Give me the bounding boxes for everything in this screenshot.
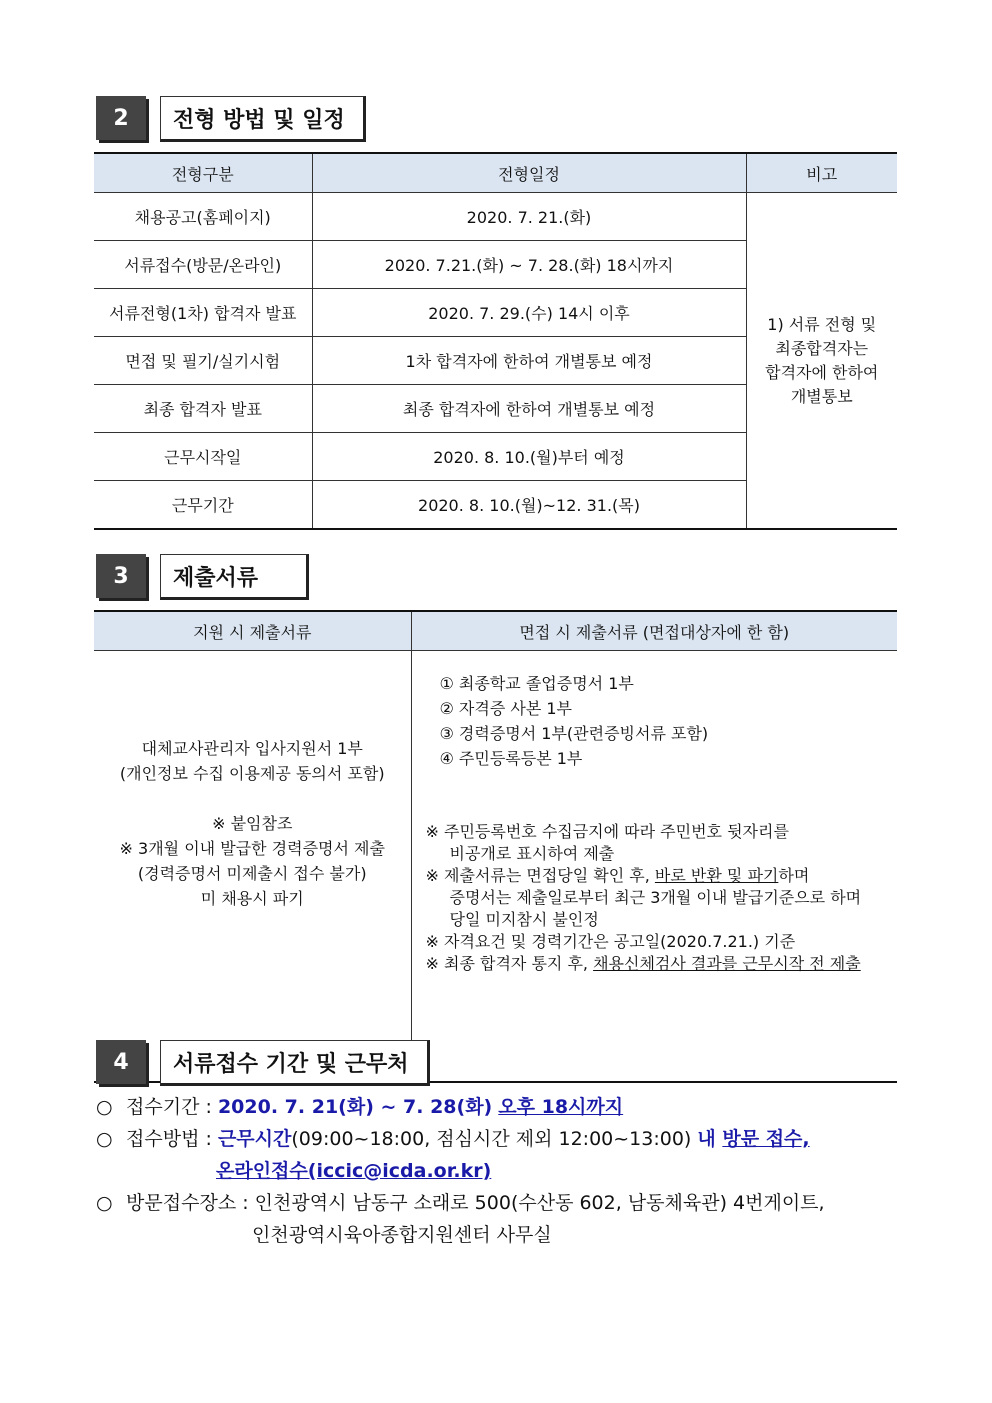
section-2-header [96, 96, 366, 140]
date-cell: 2020. 8. 10.(월)부터 예정 [312, 433, 746, 481]
application-documents-cell: 대체교사관리자 입사지원서 1부 (개인정보 수집 이용제공 동의서 포함) ※ 붙임참조 ※ 3개월 이내 발급한 경력증명서 제출 (경력증명서 미제출시 접수 불가) 미 채용시 파기 [94, 651, 411, 1083]
stage-cell: 서류전형(1차) 합격자 발표 [94, 289, 312, 337]
section-number: 3 [96, 554, 146, 598]
documents-table [94, 610, 897, 1083]
submission-place-2 [252, 1219, 552, 1251]
place-label: 방문접수장소 : [126, 1192, 249, 1214]
column-header: 전형일정 [312, 153, 746, 193]
column-header: 비고 [746, 153, 897, 193]
table-row [94, 651, 897, 1083]
date-cell: 2020. 8. 10.(월)~12. 31.(목) [312, 481, 746, 530]
period-time: 오후 18시까지 [498, 1096, 624, 1118]
date-cell: 2020. 7.21.(화) ~ 7. 28.(화) 18시까지 [312, 241, 746, 289]
submission-method: ○ 접수방법 : 근무시간(09:00~18:00, 점심시간 제외 12:00~13:00) 내 방문 접수, [96, 1123, 810, 1155]
schedule-table [94, 152, 897, 530]
method-visit: 방문 접수, [722, 1128, 810, 1150]
bullet-icon: ○ [96, 1096, 113, 1118]
stage-cell: 최종 합격자 발표 [94, 385, 312, 433]
date-cell: 2020. 7. 21.(화) [312, 193, 746, 241]
stage-cell: 근무시작일 [94, 433, 312, 481]
stage-cell: 서류접수(방문/온라인) [94, 241, 312, 289]
online-submission [216, 1155, 491, 1187]
date-cell: 1차 합격자에 한하여 개별통보 예정 [312, 337, 746, 385]
submission-period [96, 1091, 623, 1123]
stage-cell: 채용공고(홈페이지) [94, 193, 312, 241]
date-cell: 2020. 7. 29.(수) 14시 이후 [312, 289, 746, 337]
table-header-row [94, 611, 897, 651]
section-number: 4 [96, 1040, 146, 1084]
column-header: 전형구분 [94, 153, 312, 193]
period-label: 접수기간 : [126, 1096, 212, 1118]
section-title: 전형 방법 및 일정 [160, 96, 366, 142]
section-4-header [96, 1040, 430, 1084]
section-title: 서류접수 기간 및 근무처 [160, 1040, 430, 1086]
note-cell: 1) 서류 전형 및 최종합격자는 합격자에 한하여 개별통보 [746, 193, 897, 530]
list-item: ① 최종학교 졸업증명서 1부 [439, 674, 634, 693]
table-row [94, 193, 897, 241]
place-line-1: 인천광역시 남동구 소래로 500(수산동 602, 남동체육관) 4번게이트, [254, 1192, 825, 1214]
method-hours: 근무시간 [217, 1128, 292, 1150]
column-header: 면접 시 제출서류 (면접대상자에 한 함) [411, 611, 897, 651]
submission-place [96, 1187, 825, 1219]
place-line-2: 인천광역시육아종합지원센터 사무실 [252, 1224, 552, 1246]
bullet-icon: ○ [96, 1128, 113, 1150]
notes: ※ 주민등록번호 수집금지에 따라 주민번호 뒷자리를 비공개로 표시하여 제출 ※ 제출서류는 면접당일 확인 후, 바로 반환 및 파기하며 증명서는 제출일로부터 최근 3개월 이내 발급기준으로 하며 당일 미지참시 불인정 ※ 자격요건 및 경력기간은 공고일(2020.7.21.) 기준 ※ 최종 합격자 통지 후, 채용신체검사 결과를 근무시작 전 제출 [425, 822, 862, 973]
list-item: ③ 경력증명서 1부(관련증빙서류 포함) [439, 724, 709, 743]
bullet-icon: ○ [96, 1192, 113, 1214]
section-number: 2 [96, 96, 146, 140]
document-list [426, 671, 888, 771]
interview-documents-cell [411, 651, 897, 1083]
column-header: 지원 시 제출서류 [94, 611, 411, 651]
stage-cell: 근무기간 [94, 481, 312, 530]
list-item: ④ 주민등록등본 1부 [439, 749, 583, 768]
period-value: 2020. 7. 21(화) ~ 7. 28(화) [217, 1096, 493, 1118]
list-item: ② 자격증 사본 1부 [439, 699, 573, 718]
section-3-header [96, 554, 309, 598]
date-cell: 최종 합격자에 한하여 개별통보 예정 [312, 385, 746, 433]
online-email-link[interactable]: 온라인접수(iccic@icda.or.kr) [216, 1160, 492, 1182]
method-label: 접수방법 : [126, 1128, 212, 1150]
table-header-row [94, 153, 897, 193]
section-title: 제출서류 [160, 554, 309, 600]
stage-cell: 면접 및 필기/실기시험 [94, 337, 312, 385]
